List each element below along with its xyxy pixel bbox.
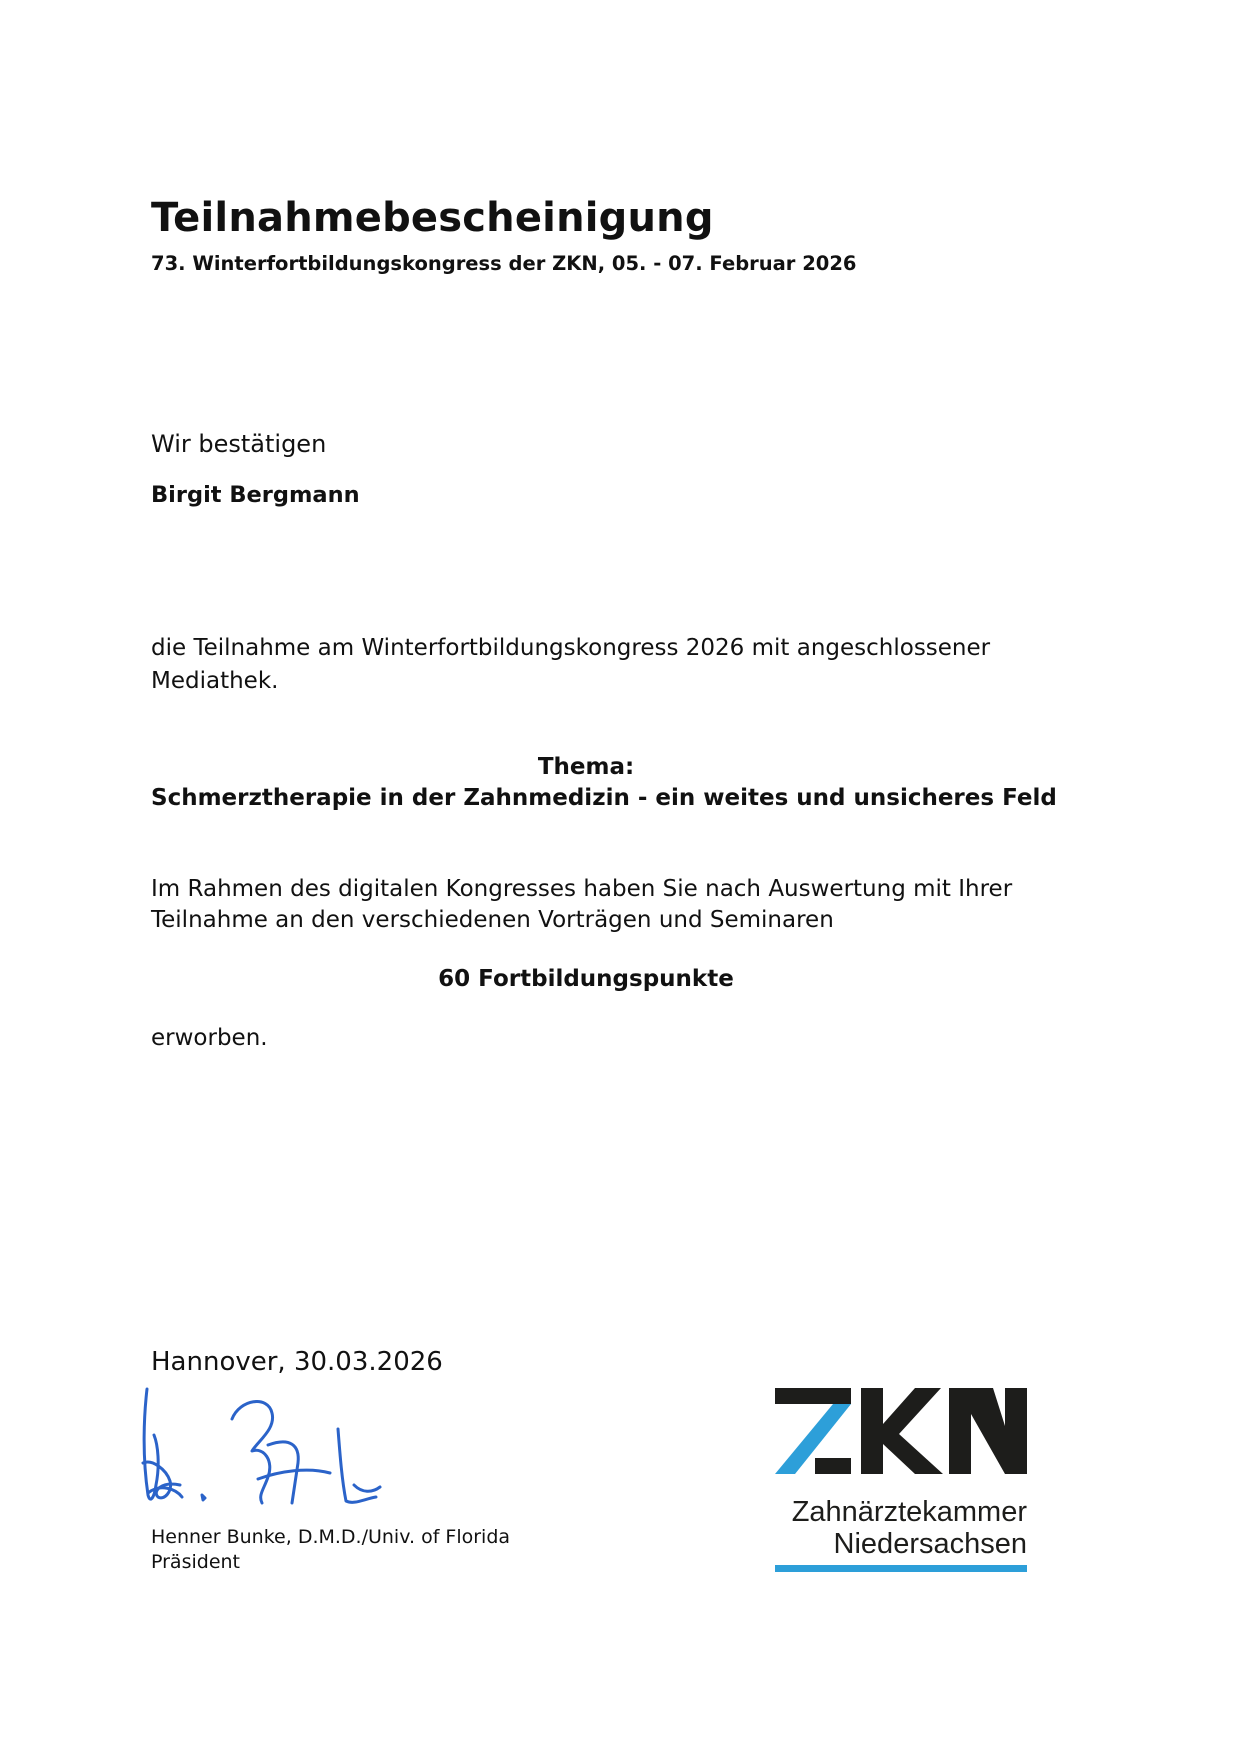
signer-role: Präsident (151, 1551, 240, 1573)
signer-name: Henner Bunke, D.M.D./Univ. of Florida (151, 1526, 511, 1548)
topic-label: Thema: (537, 754, 635, 780)
participant-name: Birgit Bergmann (151, 482, 360, 508)
confirm-text: Wir bestätigen (151, 430, 327, 458)
framework-text: Im Rahmen des digitalen Kongresses haben Sie nach Auswertung mit Ihrer Teilnahme an den verschiedenen Vorträgen und Seminaren (151, 876, 1013, 933)
points-earned: 60 Fortbildungspunkte (438, 966, 734, 992)
earned-text: erworben. (151, 1025, 268, 1051)
participation-text: die Teilnahme am Winterfortbildungskongress 2026 mit angeschlossener Mediathek. (151, 635, 991, 694)
logo-line-1: Zahnärztekammer (791, 1496, 1027, 1528)
topic-title: Schmerztherapie in der Zahnmedizin - ein weites und unsicheres Feld (151, 785, 1057, 811)
signature (140, 1385, 440, 1515)
document-title: Teilnahmebescheinigung (151, 195, 714, 241)
place-date: Hannover, 30.03.2026 (151, 1347, 443, 1377)
zkn-logo (775, 1388, 1027, 1572)
logo-line-2: Niedersachsen (833, 1528, 1027, 1560)
event-subtitle: 73. Winterfortbildungskongress der ZKN, 05. - 07. Februar 2026 (151, 252, 857, 275)
zkn-logo-mark (775, 1388, 1027, 1474)
logo-accent-bar (775, 1565, 1027, 1572)
